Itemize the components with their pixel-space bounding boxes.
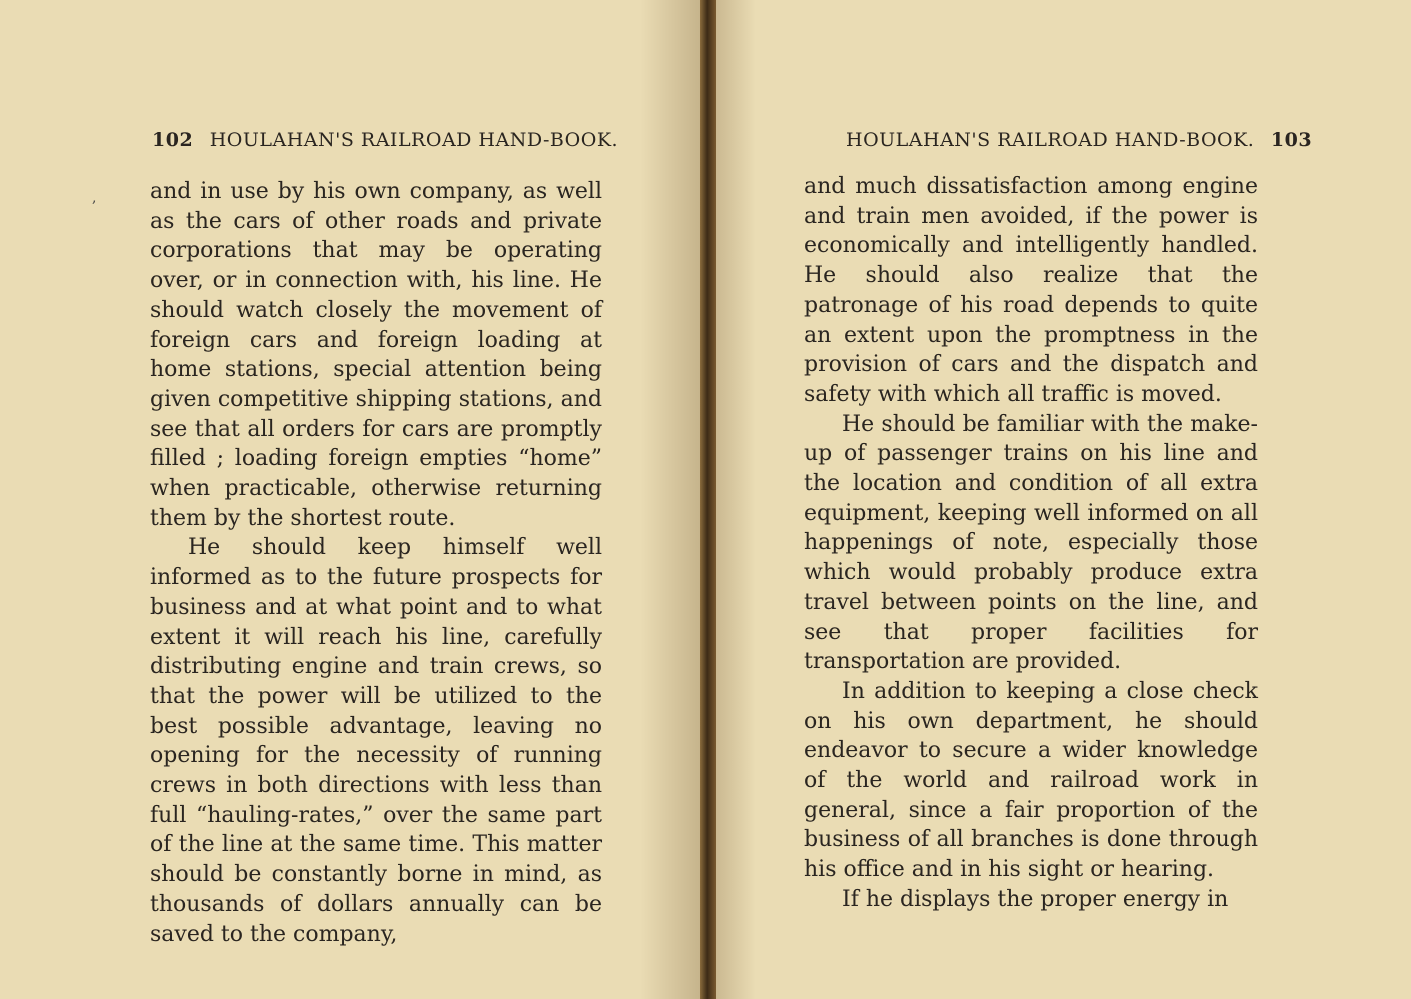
left-paragraph-2: He should keep himself well informed as to the future prospects for business and at what point and to what extent it will reach his line, carefully distributing engine and train crews, so that the power will be utilized to the best possible advantage, leaving no opening for the necessity of running crews in both directions with less than full “hauling-rates,” over the same part of the line at the same time. This matter should be constantly borne in mind, as thousands of dollars annually can be saved to the company, (150, 535, 602, 947)
right-paragraph-3: In addition to keeping a close check on his own department, he should endeavor to secure a wider knowledge of the world and railroad work in general, since a fair proportion of the business of all branches is done through his office and in his sight or hearing. (804, 678, 1258, 883)
left-page-number: 102 (152, 129, 194, 151)
right-paragraph-4: If he displays the proper energy in (842, 886, 1229, 912)
left-page-text (150, 177, 602, 949)
right-paragraph-2: He should be familiar with the make-up of passenger trains on his line and the location and condition of all extra equipment, keeping well informed on all happenings of note, especially those which would probably produce extra travel between points on the line, and see that proper facilities for transportation are provided. (804, 411, 1258, 675)
left-page-header (152, 129, 618, 151)
margin-mark: , (92, 190, 97, 206)
left-paragraph-1: and in use by his own company, as well as the cars of other roads and private corporations that may be operating over, or in connection with, his line. He should watch closely the movement of foreign cars and foreign loading at home stations, special attention being given competitive shipping stations, and see that all orders for cars are promptly filled ; loading foreign empties “home” when practicable, otherwise returning them by the shortest route. (150, 179, 602, 531)
right-page-number: 103 (1270, 129, 1313, 151)
right-paragraph-1: and much dissatisfaction among engine and train men avoided, if the power is economically and intelligently handled. He should also realize that the patronage of his road depends to quite an extent upon the promptness in the provision of cars and the dispatch and safety with which all traffic is moved. (804, 174, 1258, 407)
book-gutter (700, 0, 716, 999)
left-page (0, 0, 700, 999)
right-running-title: HOULAHAN'S RAILROAD HAND-BOOK. (846, 129, 1255, 151)
right-page (716, 0, 1411, 999)
left-running-title: HOULAHAN'S RAILROAD HAND-BOOK. (209, 129, 619, 151)
right-page-text (804, 172, 1258, 915)
right-page-header (846, 129, 1312, 151)
